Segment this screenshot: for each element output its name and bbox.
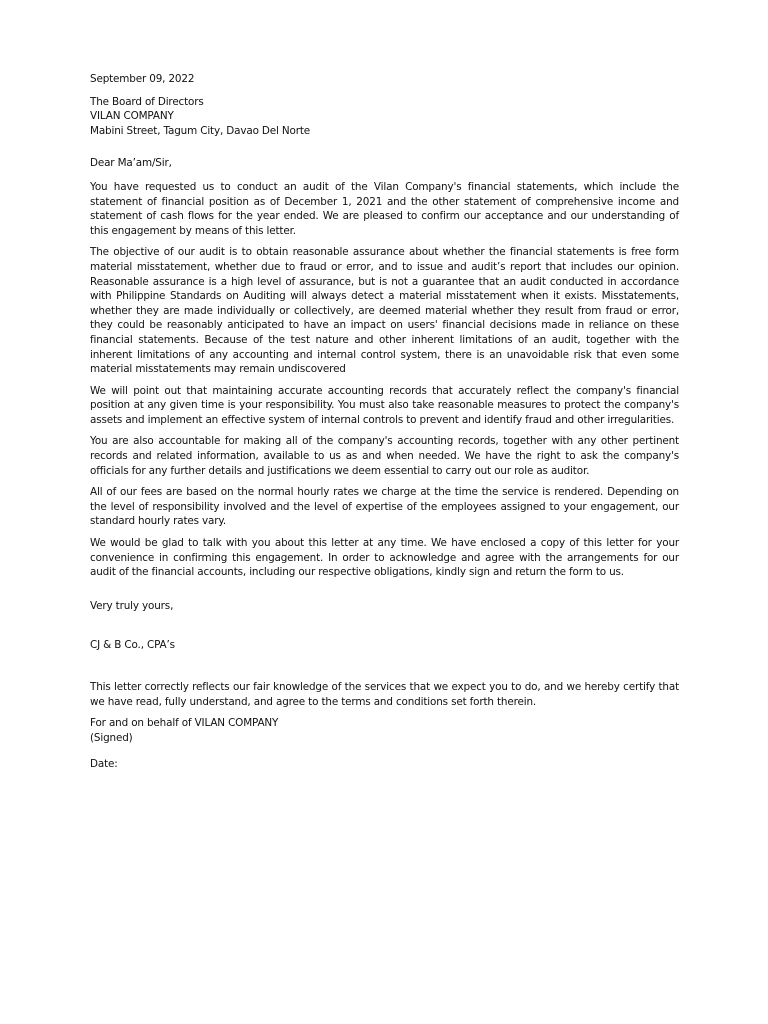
paragraph-records: You are also accountable for making all of the company's accounting records, together with any other pertinent records and related information, available to us as and when needed. We have the right to ask the company's officials for any further details and justifications we deem essential to carry out our role as auditor. — [90, 435, 679, 477]
paragraph-fees: All of our fees are based on the normal hourly rates we charge at the time the service is rendered. Depending on the level of responsibility involved and the level of expertise of the employees assigned to your engagement, our standard hourly rates vary. — [90, 486, 679, 528]
paragraph-confirmation: We would be glad to talk with you about this letter at any time. We have enclosed a copy of this letter for your convenience in confirming this engagement. In order to acknowledge and agree with the arrangements for our audit of the financial accounts, including our respective obligations, kindly sign and return the form to us. — [90, 537, 679, 579]
recipient-address — [90, 95, 679, 139]
recipient-company: VILAN COMPANY — [90, 110, 174, 123]
behalf-line: For and on behalf of VILAN COMPANY — [90, 717, 279, 730]
salutation: Dear Ma’am/Sir, — [90, 157, 172, 170]
paragraph-objective: The objective of our audit is to obtain reasonable assurance about whether the financial statements is free form material misstatement, whether due to fraud or error, and to issue and audit’s report that includes our opinion. Reasonable assurance is a high level of assurance, but is not a guarantee that an audit conducted in accordance with Philippine Standards on Auditing will always detect a material misstatement when it exists. Misstatements, whether they are made individually or collectively, are deemed material whether they result from fraud or error, they could be reasonably anticipated to have an impact on users' financial decisions made in reliance on these financial statements. Because of the test nature and other inherent limitations of an audit, together with the inherent limitations of any accounting and internal control system, there is an unavoidable risk that even some material misstatements may remain undiscovered — [90, 246, 679, 376]
behalf-block — [90, 716, 679, 745]
closing: Very truly yours, — [90, 599, 174, 612]
acknowledgement-paragraph: This letter correctly reflects our fair knowledge of the services that we expect you to do, and we hereby certify that we have read, fully understand, and agree to the terms and conditions set forth therein. — [90, 681, 679, 708]
letter-date: September 09, 2022 — [90, 73, 195, 85]
signed-line: (Signed) — [90, 731, 133, 744]
paragraph-responsibility: We will point out that maintaining accurate accounting records that accurately reflect the company's financial position at any given time is your responsibility. You must also take reasonable measures to protect the company's assets and implement an effective system of internal controls to prevent and identify fraud and other irregularities. — [90, 384, 679, 426]
date-label: Date: — [90, 758, 118, 771]
firm-signature: CJ & B Co., CPA’s — [90, 639, 175, 652]
letter-page — [90, 72, 679, 772]
recipient-line-1: The Board of Directors — [90, 95, 204, 108]
paragraph-engagement: You have requested us to conduct an audit of the Vilan Company's financial statements, which include the statement of financial position as of December 1, 2021 and the other statement of comprehensive income and statement of cash flows for the year ended. We are pleased to confirm our acceptance and our understanding of this engagement by means of this letter. — [90, 180, 679, 237]
recipient-street: Mabini Street, Tagum City, Davao Del Norte — [90, 124, 311, 137]
